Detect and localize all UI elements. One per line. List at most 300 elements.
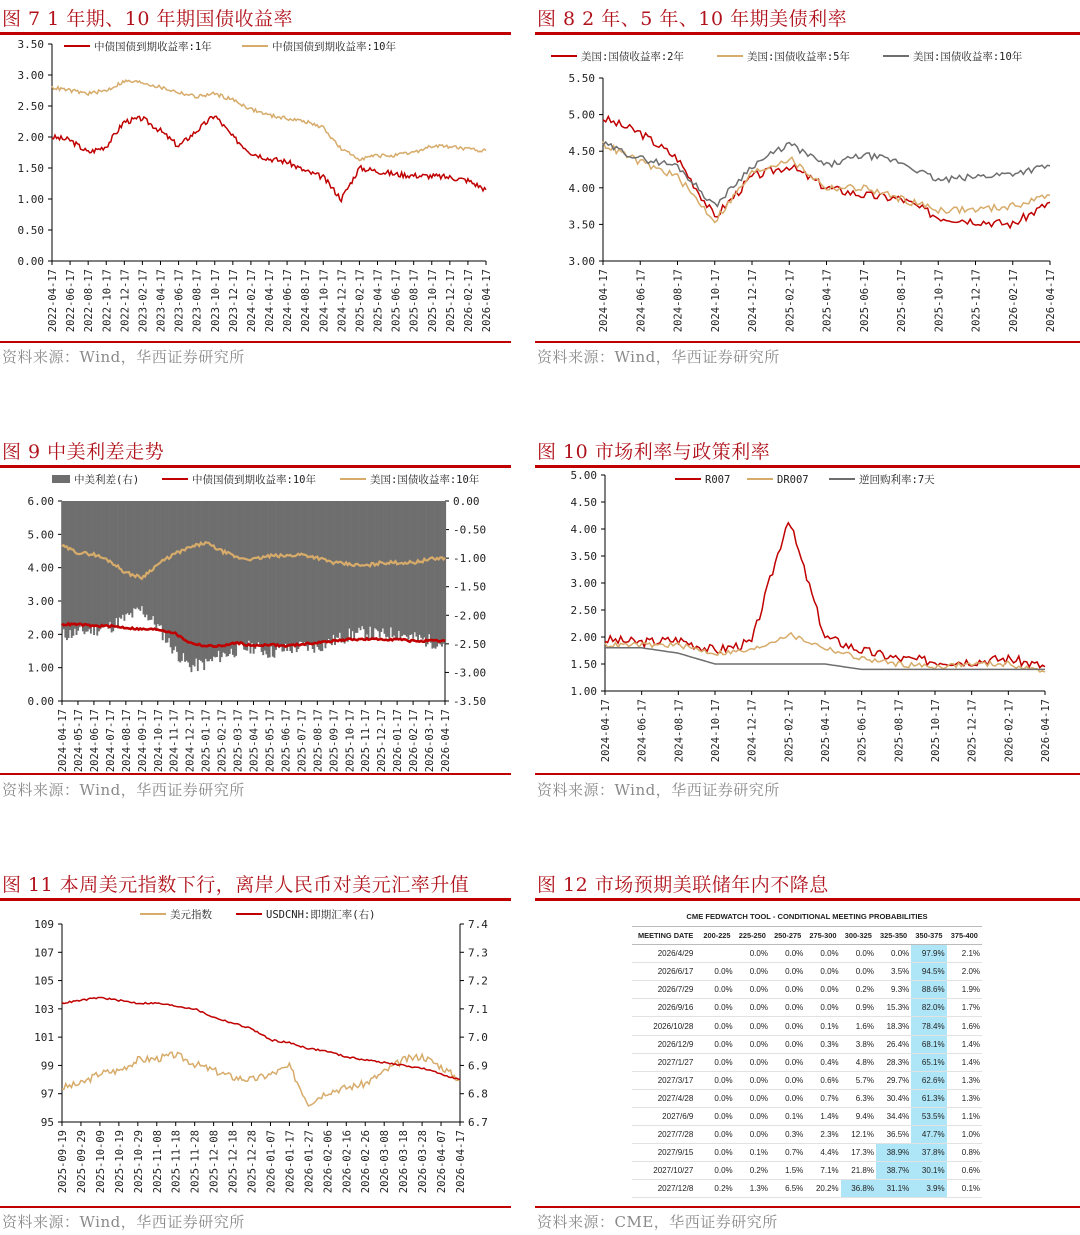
probability-cell: 20.2% xyxy=(805,1180,840,1198)
x-tick-label: 2026-04-17 xyxy=(455,1130,467,1194)
series-line-2 xyxy=(603,141,1050,222)
table-header-row xyxy=(632,927,982,945)
probability-cell: 0.1% xyxy=(805,1017,840,1035)
probability-cell: 0.1% xyxy=(735,1144,770,1162)
x-tick-label: 2026-03-18 xyxy=(398,1130,411,1194)
probability-cell: 1.3% xyxy=(735,1180,770,1198)
probability-cell: 0.0% xyxy=(770,1017,805,1035)
meeting-date-cell: 2026/4/29 xyxy=(632,945,699,963)
title-rule xyxy=(535,465,1080,468)
x-tick-label: 2024-09-17 xyxy=(136,709,149,773)
column-header-range: 200-225 xyxy=(699,927,734,945)
x-tick-label: 2025-02-17 xyxy=(783,699,796,763)
legend-label: 美国:国债收益率:10年 xyxy=(370,474,480,486)
probability-cell: 0.0% xyxy=(735,1071,770,1089)
x-tick-label: 2025-12-18 xyxy=(227,1130,240,1194)
x-tick-label: 2025-02-17 xyxy=(216,709,229,773)
probability-cell: 28.3% xyxy=(876,1053,911,1071)
fedwatch-table-wrap xyxy=(632,906,982,1198)
panel-fig11 xyxy=(0,866,540,1235)
chart-fig10 xyxy=(535,469,1080,774)
series-line-1 xyxy=(52,116,486,201)
x-tick-label: 2022-08-17 xyxy=(83,269,96,333)
figure-title: 图 10 市场利率与政策利率 xyxy=(537,441,771,463)
y-tick-label: 2.00 xyxy=(570,631,597,644)
x-tick-label: 2024-08-17 xyxy=(120,709,133,773)
x-tick-label: 2025-10-29 xyxy=(132,1130,145,1194)
x-tick-label: 2026-03-08 xyxy=(379,1130,392,1194)
table-row xyxy=(632,1053,982,1071)
probability-cell: 97.9% xyxy=(911,945,946,963)
probability-cell: 0.0% xyxy=(876,945,911,963)
panel-fig10 xyxy=(535,433,1075,833)
probability-cell: 0.0% xyxy=(805,945,840,963)
y-tick-label: 2.50 xyxy=(17,100,44,113)
probability-cell: 0.0% xyxy=(735,981,770,999)
panel-fig7 xyxy=(0,0,540,400)
column-header-range: 250-275 xyxy=(770,927,805,945)
x-tick-label: 2025-04-17 xyxy=(821,269,834,333)
source-note: 资料来源：CME，华西证券研究所 xyxy=(537,1213,778,1231)
x-tick-label: 2025-01-17 xyxy=(200,709,213,773)
y-tick-label: 0.00 xyxy=(17,255,44,268)
x-tick-label: 2025-10-17 xyxy=(344,709,357,773)
x-tick-label: 2024-12-17 xyxy=(747,269,759,333)
probability-cell: 82.0% xyxy=(911,999,946,1017)
column-header-range: 325-350 xyxy=(876,927,911,945)
bottom-rule xyxy=(0,1206,511,1208)
table-row xyxy=(632,963,982,981)
x-tick-label: 2025-12-17 xyxy=(966,699,979,763)
x-tick-label: 2025-12-17 xyxy=(970,269,983,333)
column-header-range: 300-325 xyxy=(841,927,876,945)
x-tick-label: 2023-04-17 xyxy=(155,269,168,333)
probability-cell: 0.0% xyxy=(735,1053,770,1071)
figure-title: 图 9 中美利差走势 xyxy=(2,441,165,463)
probability-cell: 1.5% xyxy=(770,1162,805,1180)
x-tick-label: 2024-06-17 xyxy=(635,269,648,333)
y-tick-label-right: 0.00 xyxy=(453,495,480,508)
column-header-range: 225-250 xyxy=(735,927,770,945)
probability-cell: 0.0% xyxy=(699,963,734,981)
figure-title: 图 11 本周美元指数下行，离岸人民币对美元汇率升值 xyxy=(2,874,470,896)
probability-cell: 65.1% xyxy=(911,1053,946,1071)
bottom-rule xyxy=(0,341,511,343)
probability-cell: 0.0% xyxy=(841,963,876,981)
legend-label: 逆回购利率:7天 xyxy=(859,474,935,486)
y-tick-label: 4.00 xyxy=(570,523,597,536)
probability-cell: 0.9% xyxy=(841,999,876,1017)
probability-cell: 9.4% xyxy=(841,1107,876,1125)
x-tick-label: 2026-02-17 xyxy=(408,709,421,773)
probability-cell: 0.0% xyxy=(770,999,805,1017)
x-tick-label: 2023-12-17 xyxy=(227,269,240,333)
table-row xyxy=(632,981,982,999)
x-tick-label: 2025-05-17 xyxy=(264,709,277,773)
probability-cell: 34.4% xyxy=(876,1107,911,1125)
y-tick-label: 3.00 xyxy=(568,255,595,268)
x-tick-label: 2023-10-17 xyxy=(209,269,222,333)
probability-cell: 38.7% xyxy=(876,1162,911,1180)
y-tick-label: 5.00 xyxy=(27,528,54,542)
probability-cell: 7.1% xyxy=(805,1162,840,1180)
probability-cell: 0.0% xyxy=(699,1107,734,1125)
probability-cell: 21.8% xyxy=(841,1162,876,1180)
meeting-date-cell: 2026/10/28 xyxy=(632,1017,699,1035)
probability-cell: 0.0% xyxy=(699,1017,734,1035)
y-tick-label: 6.00 xyxy=(27,495,54,508)
probability-cell: 0.0% xyxy=(735,1126,770,1144)
y-tick-label: 95 xyxy=(40,1116,54,1129)
x-tick-label: 2022-04-17 xyxy=(47,269,59,333)
probability-cell: 5.7% xyxy=(841,1071,876,1089)
probability-cell: 1.7% xyxy=(947,999,982,1017)
probability-cell: 0.0% xyxy=(735,1017,770,1035)
x-tick-label: 2025-04-17 xyxy=(820,699,832,763)
series-line-2 xyxy=(52,80,486,160)
probability-cell: 0.0% xyxy=(699,1162,734,1180)
probability-cell: 0.0% xyxy=(735,1107,770,1125)
y-tick-label: 2.00 xyxy=(27,628,54,642)
probability-cell: 0.0% xyxy=(699,981,734,999)
y-tick-label: 4.00 xyxy=(568,181,595,195)
probability-cell: 1.0% xyxy=(947,1126,982,1144)
x-tick-label: 2025-12-08 xyxy=(208,1130,221,1194)
x-tick-label: 2024-08-17 xyxy=(672,269,685,333)
x-tick-label: 2026-04-17 xyxy=(1045,269,1057,333)
y-tick-label: 3.50 xyxy=(568,218,595,232)
chart-fig11 xyxy=(0,902,540,1207)
probability-cell: 0.0% xyxy=(805,999,840,1017)
table-row xyxy=(632,1162,982,1180)
x-tick-label: 2025-10-17 xyxy=(426,269,439,333)
series-line-3 xyxy=(603,142,1050,206)
x-tick-label: 2025-06-17 xyxy=(280,709,293,773)
y-tick-label-right: 7.4 xyxy=(468,918,488,931)
y-tick-label-right: 7.3 xyxy=(468,946,488,960)
y-tick-label: 4.00 xyxy=(27,561,54,575)
y-tick-label: 97 xyxy=(40,1087,54,1101)
x-tick-label: 2024-10-17 xyxy=(709,269,722,333)
spread-bar xyxy=(444,501,446,644)
y-tick-label-right: 6.7 xyxy=(468,1116,488,1129)
meeting-date-cell: 2027/6/9 xyxy=(632,1107,699,1125)
x-tick-label: 2025-04-17 xyxy=(372,269,385,333)
x-tick-label: 2025-07-17 xyxy=(296,709,309,773)
x-tick-label: 2024-04-17 xyxy=(600,699,612,763)
x-tick-label: 2026-04-07 xyxy=(436,1130,449,1194)
probability-cell: 0.3% xyxy=(770,1126,805,1144)
x-tick-label: 2025-08-17 xyxy=(312,709,325,773)
x-tick-label: 2024-06-17 xyxy=(636,699,649,763)
table-row xyxy=(632,1107,982,1125)
probability-cell: 88.6% xyxy=(911,981,946,999)
x-tick-label: 2024-12-17 xyxy=(746,699,759,763)
legend-label: 中债国债到期收益率:10年 xyxy=(272,41,396,53)
x-tick-label: 2025-09-17 xyxy=(328,709,341,773)
table-row xyxy=(632,999,982,1017)
x-tick-label: 2022-10-17 xyxy=(101,269,114,333)
x-tick-label: 2026-03-28 xyxy=(417,1130,430,1194)
legend-label: 美国:国债收益率:10年 xyxy=(913,51,1023,63)
y-tick-label-right: 6.9 xyxy=(468,1059,488,1073)
y-tick-label-right: 6.8 xyxy=(468,1087,488,1101)
column-header-range: 350-375 xyxy=(911,927,946,945)
probability-cell: 3.8% xyxy=(841,1035,876,1053)
probability-cell: 0.0% xyxy=(735,1089,770,1107)
x-tick-label: 2022-12-17 xyxy=(119,269,132,333)
y-tick-label: 1.00 xyxy=(17,193,44,206)
bottom-rule xyxy=(535,341,1080,343)
x-tick-label: 2024-10-17 xyxy=(318,269,331,333)
probability-cell: 53.5% xyxy=(911,1107,946,1125)
y-tick-label: 0.00 xyxy=(27,695,54,708)
y-tick-label-right: -2.00 xyxy=(453,609,487,623)
probability-cell: 0.4% xyxy=(805,1053,840,1071)
probability-cell: 0.0% xyxy=(699,1035,734,1053)
y-tick-label: 5.00 xyxy=(568,108,595,122)
y-tick-label: 5.50 xyxy=(568,72,595,85)
y-tick-label: 109 xyxy=(34,918,54,931)
x-tick-label: 2024-04-17 xyxy=(57,709,69,773)
probability-cell: 0.0% xyxy=(699,1126,734,1144)
probability-cell: 1.4% xyxy=(947,1035,982,1053)
probability-cell: 1.4% xyxy=(947,1053,982,1071)
x-tick-label: 2026-02-17 xyxy=(1003,699,1016,763)
x-tick-label: 2025-04-17 xyxy=(248,709,261,773)
probability-cell: 0.3% xyxy=(805,1035,840,1053)
probability-cell: 94.5% xyxy=(911,963,946,981)
legend-label: 美国:国债收益率:2年 xyxy=(581,51,684,63)
chart-fig7 xyxy=(0,36,540,346)
probability-cell: 62.6% xyxy=(911,1071,946,1089)
legend-label: 中债国债到期收益率:10年 xyxy=(192,474,316,486)
series-line-1 xyxy=(605,523,1045,668)
probability-cell: 15.3% xyxy=(876,999,911,1017)
legend-label: 美国:国债收益率:5年 xyxy=(747,51,850,63)
title-rule xyxy=(0,32,511,35)
y-tick-label-right: -1.50 xyxy=(453,580,487,594)
probability-cell: 6.3% xyxy=(841,1089,876,1107)
meeting-date-cell: 2026/9/16 xyxy=(632,999,699,1017)
probability-cell: 0.7% xyxy=(770,1144,805,1162)
probability-cell: 0.0% xyxy=(735,1035,770,1053)
probability-cell: 0.0% xyxy=(770,945,805,963)
probability-cell: 0.0% xyxy=(699,1053,734,1071)
y-tick-label: 5.00 xyxy=(570,469,597,482)
x-tick-label: 2025-06-17 xyxy=(858,269,871,333)
x-tick-label: 2022-06-17 xyxy=(65,269,78,333)
x-tick-label: 2024-12-17 xyxy=(184,709,197,773)
x-tick-label: 2025-09-19 xyxy=(57,1130,69,1194)
probability-cell: 0.0% xyxy=(770,1035,805,1053)
y-tick-label: 4.50 xyxy=(570,496,597,509)
probability-cell: 4.4% xyxy=(805,1144,840,1162)
probability-cell: 0.0% xyxy=(699,1144,734,1162)
x-tick-label: 2024-04-17 xyxy=(264,269,276,333)
probability-cell: 9.3% xyxy=(876,981,911,999)
title-rule xyxy=(0,898,511,901)
probability-cell: 2.0% xyxy=(947,963,982,981)
figure-title: 图 7 1 年期、10 年期国债收益率 xyxy=(2,8,294,30)
series-line-3 xyxy=(605,648,1045,670)
table-row xyxy=(632,1126,982,1144)
x-tick-label: 2026-02-17 xyxy=(462,268,475,333)
y-tick-label: 0.50 xyxy=(17,224,44,237)
meeting-date-cell: 2027/10/27 xyxy=(632,1162,699,1180)
y-tick-label: 3.00 xyxy=(27,595,54,608)
series-line-1 xyxy=(62,1052,460,1106)
x-tick-label: 2025-06-17 xyxy=(390,269,403,333)
x-tick-label: 2026-02-06 xyxy=(322,1130,335,1194)
bottom-rule xyxy=(535,1206,1080,1208)
legend-swatch xyxy=(52,475,70,483)
probability-cell: 0.7% xyxy=(805,1089,840,1107)
x-tick-label: 2026-01-17 xyxy=(284,1130,297,1194)
probability-cell: 3.5% xyxy=(876,963,911,981)
x-tick-label: 2026-01-07 xyxy=(265,1130,278,1194)
probability-cell: 0.0% xyxy=(841,945,876,963)
table-row xyxy=(632,945,982,963)
probability-cell: 1.1% xyxy=(947,1107,982,1125)
x-tick-label: 2025-12-17 xyxy=(376,709,389,773)
x-tick-label: 2024-06-17 xyxy=(282,269,295,333)
y-tick-label-right: 7.0 xyxy=(468,1031,488,1045)
bottom-rule xyxy=(535,773,1080,775)
x-tick-label: 2024-11-17 xyxy=(168,709,181,773)
x-tick-label: 2025-08-17 xyxy=(408,269,421,333)
fedwatch-table xyxy=(632,906,982,1198)
x-tick-label: 2024-07-17 xyxy=(104,709,117,773)
probability-cell: 2.1% xyxy=(947,945,982,963)
meeting-date-cell: 2026/12/9 xyxy=(632,1035,699,1053)
probability-cell: 0.0% xyxy=(770,1053,805,1071)
y-tick-label: 2.00 xyxy=(17,131,44,144)
chart-fig9 xyxy=(0,469,540,774)
x-tick-label: 2025-11-08 xyxy=(151,1130,164,1194)
x-tick-label: 2024-05-17 xyxy=(72,709,85,773)
figure-title: 图 8 2 年、5 年、10 年期美债利率 xyxy=(537,8,848,30)
y-tick-label: 103 xyxy=(34,1002,54,1016)
meeting-date-cell: 2027/1/27 xyxy=(632,1053,699,1071)
probability-cell: 0.2% xyxy=(699,1180,734,1198)
table-row xyxy=(632,1089,982,1107)
probability-cell: 29.7% xyxy=(876,1071,911,1089)
x-tick-label: 2025-11-28 xyxy=(189,1130,202,1194)
probability-cell: 30.1% xyxy=(911,1162,946,1180)
x-tick-label: 2025-10-17 xyxy=(933,269,946,333)
probability-cell: 0.6% xyxy=(805,1071,840,1089)
table-row xyxy=(632,1071,982,1089)
y-tick-label: 1.00 xyxy=(570,685,597,698)
legend-label: 美元指数 xyxy=(170,909,212,921)
x-tick-label: 2024-08-17 xyxy=(300,269,313,333)
panel-fig8 xyxy=(535,0,1075,400)
probability-cell: 31.1% xyxy=(876,1180,911,1198)
probability-cell: 36.5% xyxy=(876,1126,911,1144)
y-tick-label-right: -2.50 xyxy=(453,637,487,651)
series-line-2 xyxy=(62,998,460,1080)
probability-cell: 0.0% xyxy=(770,963,805,981)
x-tick-label: 2025-02-17 xyxy=(784,269,797,333)
x-tick-label: 2026-01-17 xyxy=(392,709,405,773)
y-tick-label-right: 7.2 xyxy=(468,974,488,988)
probability-cell: 0.2% xyxy=(841,981,876,999)
y-tick-label: 107 xyxy=(34,946,54,960)
y-tick-label-right: 7.1 xyxy=(468,1002,488,1016)
x-tick-label: 2026-02-17 xyxy=(1007,269,1020,333)
x-tick-label: 2025-09-29 xyxy=(75,1130,88,1194)
x-tick-label: 2024-12-17 xyxy=(336,269,349,333)
column-header-date: MEETING DATE xyxy=(632,927,699,945)
x-tick-label: 2025-06-17 xyxy=(856,699,869,763)
meeting-date-cell: 2026/7/29 xyxy=(632,981,699,999)
probability-cell: 47.7% xyxy=(911,1126,946,1144)
x-tick-label: 2025-12-28 xyxy=(246,1130,259,1194)
probability-cell: 1.4% xyxy=(805,1107,840,1125)
y-tick-label: 3.00 xyxy=(17,69,44,82)
probability-cell: 6.5% xyxy=(770,1180,805,1198)
x-tick-label: 2026-04-17 xyxy=(481,269,493,333)
y-tick-label-right: -3.50 xyxy=(453,695,487,708)
probability-cell: 0.0% xyxy=(805,963,840,981)
probability-cell: 38.9% xyxy=(876,1144,911,1162)
probability-cell: 0.0% xyxy=(735,945,770,963)
x-tick-label: 2025-10-09 xyxy=(94,1130,107,1194)
x-tick-label: 2024-08-17 xyxy=(673,699,686,763)
probability-cell: 1.6% xyxy=(841,1017,876,1035)
figure-title: 图 12 市场预期美联储年内不降息 xyxy=(537,874,829,896)
legend-label: 中债国债到期收益率:1年 xyxy=(94,41,212,53)
y-tick-label: 3.50 xyxy=(17,38,44,51)
source-note: 资料来源：Wind，华西证券研究所 xyxy=(2,1213,245,1231)
probability-cell: 0.1% xyxy=(947,1180,982,1198)
probability-cell: 36.8% xyxy=(841,1180,876,1198)
probability-cell: 3.9% xyxy=(911,1180,946,1198)
legend-label: USDCNH:即期汇率(右) xyxy=(266,909,376,921)
y-tick-label-right: -3.00 xyxy=(453,666,487,680)
source-note: 资料来源：Wind，华西证券研究所 xyxy=(537,781,780,799)
y-tick-label: 1.50 xyxy=(17,162,44,175)
x-tick-label: 2025-08-17 xyxy=(893,699,906,763)
x-tick-label: 2025-10-19 xyxy=(113,1130,126,1194)
probability-cell: 0.0% xyxy=(735,963,770,981)
source-note: 资料来源：Wind，华西证券研究所 xyxy=(2,348,245,366)
table-body xyxy=(632,945,982,1198)
x-tick-label: 2026-04-17 xyxy=(440,709,452,773)
table-row xyxy=(632,1180,982,1198)
x-tick-label: 2023-06-17 xyxy=(173,269,186,333)
x-tick-label: 2025-08-17 xyxy=(896,269,908,333)
probability-cell: 0.0% xyxy=(699,1089,734,1107)
meeting-date-cell: 2027/4/28 xyxy=(632,1089,699,1107)
x-tick-label: 2025-02-17 xyxy=(354,269,367,333)
x-tick-label: 2023-02-17 xyxy=(137,269,150,333)
y-tick-label-right: -1.00 xyxy=(453,552,487,566)
meeting-date-cell: 2027/7/28 xyxy=(632,1126,699,1144)
x-tick-label: 2023-08-17 xyxy=(191,269,204,333)
y-tick-label: 101 xyxy=(34,1031,54,1045)
probability-cell: 18.3% xyxy=(876,1017,911,1035)
probability-cell: 37.8% xyxy=(911,1144,946,1162)
title-rule xyxy=(535,898,1080,901)
probability-cell: 0.0% xyxy=(770,1071,805,1089)
table-row xyxy=(632,1017,982,1035)
probability-cell: 0.0% xyxy=(699,999,734,1017)
probability-cell: 1.3% xyxy=(947,1089,982,1107)
x-tick-label: 2026-04-17 xyxy=(1040,699,1052,763)
title-rule xyxy=(0,465,511,468)
